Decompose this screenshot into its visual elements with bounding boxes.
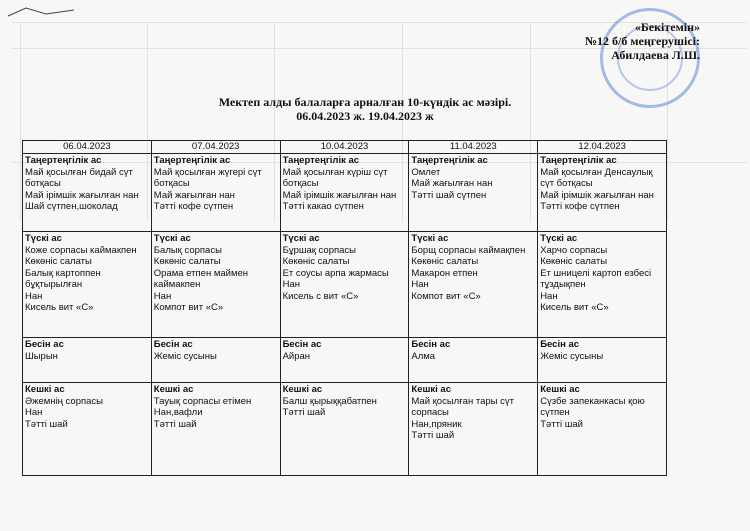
meal-title: Кешкі ас: [411, 384, 451, 395]
snack-row: [23, 338, 667, 383]
meal-title: Түскі ас: [25, 233, 62, 244]
meal-item: Нан: [540, 290, 558, 302]
meal-item: Көкөніс салаты: [25, 256, 92, 267]
meal-item: Тауық сорпасы етімен: [153, 395, 252, 407]
meal-item: Май жағылған нан: [411, 178, 493, 189]
meal-title: Түскі ас: [282, 233, 320, 244]
meal-item: Май ірімшік жағылған нан: [25, 189, 139, 201]
meal-item: Тәтті кофе сүтпен: [540, 201, 620, 212]
breakfast-cell: [280, 154, 409, 232]
breakfast-cell: [151, 154, 280, 232]
snack-cell: [280, 338, 409, 383]
meal-item: Компот вит «С»: [153, 302, 224, 313]
date-header: 06.04.2023: [23, 141, 152, 154]
meal-item: Орама етпен маймен каймакпен: [153, 267, 249, 290]
dinner-cell: [23, 383, 152, 476]
meal-item: Бұршақ сорпасы: [282, 244, 356, 256]
meal-title: Кешкі ас: [282, 384, 323, 395]
meal-item: Май қосылған Денсаулық сүт ботқасы: [540, 166, 653, 189]
snack-cell: [538, 338, 667, 383]
meal-title: Таңертеңгілік ас: [540, 155, 617, 166]
meal-title: Бесін ас: [153, 339, 193, 350]
lunch-cell: [409, 232, 538, 338]
meal-title: Бесін ас: [25, 339, 64, 350]
meal-title: Кешкі ас: [25, 384, 65, 395]
meal-item: Балық сорпасы: [153, 244, 222, 256]
lunch-cell: [151, 232, 280, 338]
meal-item: Май қосылған тары сүт сорпасы: [411, 395, 514, 418]
meal-item: Нан: [25, 290, 43, 302]
meal-item: Тәтті шай: [25, 418, 68, 430]
snack-cell: [23, 338, 152, 383]
lunch-cell: [538, 232, 667, 338]
meal-item: Ет шницелі картоп езбесі тұздықпен: [540, 267, 652, 290]
meal-title: Түскі ас: [411, 233, 449, 244]
meal-title: Бесін ас: [540, 339, 580, 350]
meal-item: Май қосылған жүгері сүт ботқасы: [153, 166, 262, 189]
meal-item: Жеміс сусыны: [540, 350, 604, 362]
meal-item: Балш қырыққабатпен: [282, 395, 377, 407]
meal-item: Нан,пряник: [411, 418, 462, 430]
meal-item: Май ірімшік жағылған нан: [540, 189, 654, 201]
breakfast-cell: [538, 154, 667, 232]
meal-item: Көкөніс салаты: [153, 256, 221, 267]
meal-item: Борщ сорпасы каймақпен: [411, 244, 526, 256]
meal-item: Май қосылған бидай сүт ботқасы: [25, 166, 133, 189]
dinner-cell: [538, 383, 667, 476]
meal-item: Кисель вит «С»: [25, 302, 94, 313]
meal-title: Таңертеңгілік ас: [411, 155, 488, 166]
meal-item: Айран: [282, 350, 311, 362]
meal-item: Нан: [282, 279, 300, 290]
meal-item: Көкөніс салаты: [540, 256, 608, 267]
dinner-cell: [409, 383, 538, 476]
meal-title: Түскі ас: [153, 233, 191, 244]
meal-item: Май жағылған нан: [153, 189, 235, 201]
title-line-2: 06.04.2023 ж. 19.04.2023 ж: [296, 109, 434, 123]
meal-item: Нан: [25, 407, 43, 418]
meal-item: Нан: [411, 279, 429, 290]
meal-title: Таңертеңгілік ас: [25, 155, 102, 166]
title-line-1: Мектеп алды балаларға арналған 10-күндік ас мәзірі.: [218, 95, 512, 109]
date-header: 07.04.2023: [151, 141, 280, 154]
meal-title: Таңертеңгілік ас: [153, 155, 231, 166]
meal-item: Сүзбе запеканкасы қою сүтпен: [540, 395, 645, 418]
meal-item: Нан: [153, 290, 172, 302]
meal-item: Коже сорпасы каймакпен: [25, 244, 137, 256]
meal-item: Тәтті шай: [540, 418, 583, 430]
meal-item: Тәтті какао сүтпен: [282, 201, 364, 212]
breakfast-row: [23, 154, 667, 232]
snack-cell: [151, 338, 280, 383]
meal-title: Бесін ас: [411, 339, 451, 350]
scribble-mark: [6, 6, 76, 18]
date-header: 11.04.2023: [409, 141, 538, 154]
meal-item: Тәтті шай: [411, 430, 455, 441]
approval-block: [585, 20, 700, 62]
breakfast-cell: [409, 154, 538, 232]
date-header: 12.04.2023: [538, 141, 667, 154]
meal-item: Әжемнің сорпасы: [25, 395, 103, 407]
meal-item: Тәтті кофе сүтпен: [153, 201, 234, 212]
meal-item: Нан,вафли: [153, 407, 203, 418]
meal-title: Кешкі ас: [540, 384, 580, 395]
meal-item: Май ірімшік жағылған нан: [282, 189, 397, 201]
breakfast-cell: [23, 154, 152, 232]
date-header: 10.04.2023: [280, 141, 409, 154]
meal-item: Жеміс сусыны: [153, 350, 217, 362]
dinner-row: [23, 383, 667, 476]
dinner-cell: [151, 383, 280, 476]
meal-item: Шырын: [25, 350, 58, 362]
date-header-row: [23, 141, 667, 154]
meal-item: Тәтті шай: [282, 407, 326, 418]
meal-item: Көкөніс салаты: [282, 256, 350, 267]
meal-item: Ет соусы арпа жармасы: [282, 267, 389, 279]
document-title: [150, 95, 580, 123]
lunch-row: [23, 232, 667, 338]
lunch-cell: [280, 232, 409, 338]
meal-title: Таңертеңгілік ас: [282, 155, 360, 166]
meal-title: Кешкі ас: [153, 384, 194, 395]
meal-item: Кисель с вит «С»: [282, 290, 359, 302]
menu-table: [22, 140, 667, 476]
approval-heading: «Бекітемін»: [634, 20, 700, 34]
meal-item: Шай сүтпен,шоколад: [25, 201, 118, 212]
meal-title: Бесін ас: [282, 339, 322, 350]
lunch-cell: [23, 232, 152, 338]
meal-item: Көкөніс салаты: [411, 256, 479, 267]
meal-item: Кисель вит «С»: [540, 302, 609, 313]
approval-position: №12 б/б меңгерушісі:: [584, 34, 700, 48]
meal-item: Май қосылған күріш сүт ботқасы: [282, 166, 388, 189]
meal-item: Тәтті шай: [153, 418, 197, 430]
meal-item: Харчо сорпасы: [540, 244, 608, 256]
snack-cell: [409, 338, 538, 383]
meal-item: Алма: [411, 350, 436, 362]
approval-name: Абилдаева Л.Ш.: [611, 48, 700, 62]
meal-item: Макарон етпен: [411, 267, 478, 279]
meal-item: Омлет: [411, 166, 441, 178]
meal-item: Балық картоппен бұқтырылған: [25, 267, 101, 290]
meal-item: Тәтті шай сүтпен: [411, 189, 487, 201]
meal-item: Компот вит «С»: [411, 290, 481, 302]
meal-title: Түскі ас: [540, 233, 578, 244]
dinner-cell: [280, 383, 409, 476]
